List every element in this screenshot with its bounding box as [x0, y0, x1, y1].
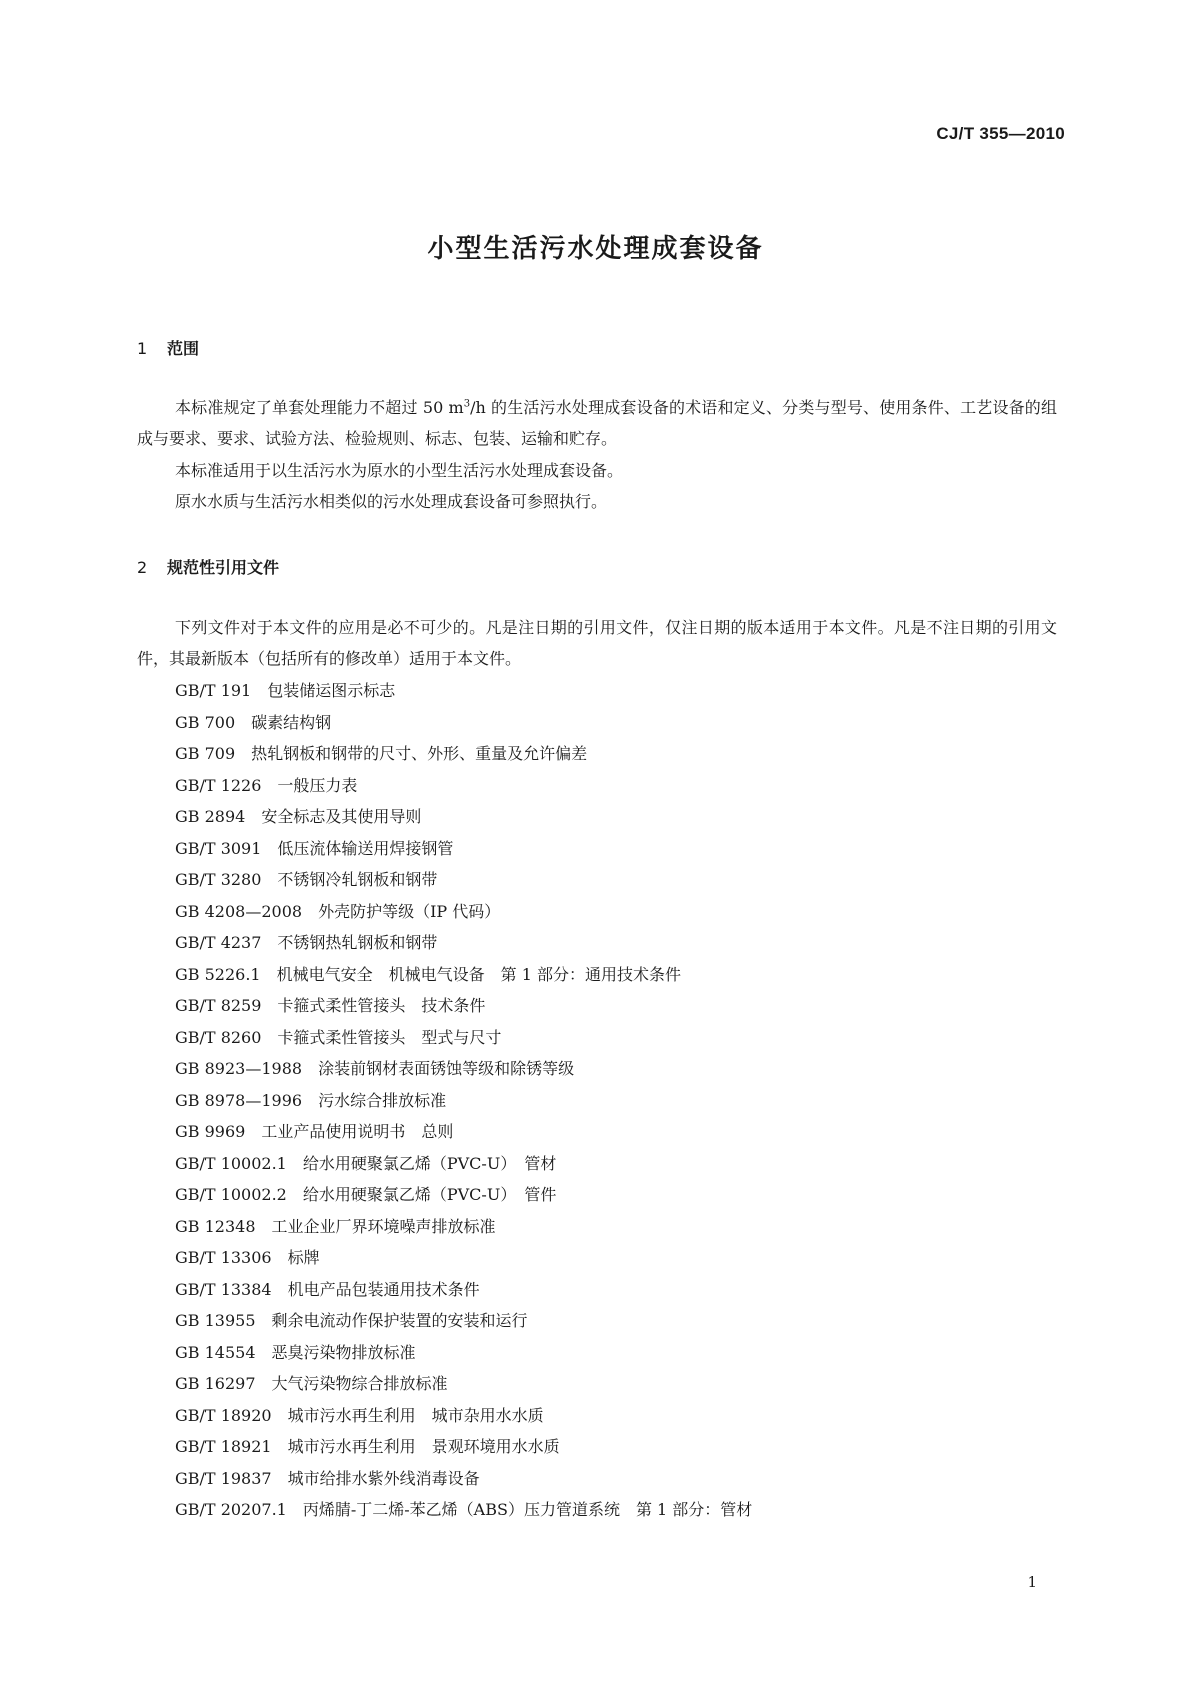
reference-item [175, 1368, 752, 1400]
section-1-number: 1 [137, 339, 148, 358]
reference-item [175, 1400, 752, 1432]
reference-item [175, 1494, 752, 1526]
reference-title: 机械电气安全 机械电气设备 第 1 部分：通用技术条件 [276, 964, 681, 984]
reference-code: GB/T 20207.1 [175, 1500, 287, 1519]
reference-code: GB 13955 [175, 1311, 256, 1330]
reference-title: 丙烯腈-丁二烯-苯乙烯（ABS）压力管道系统 第 1 部分：管材 [302, 1500, 753, 1519]
reference-item [175, 927, 752, 959]
reference-title: 低压流体输送用焊接钢管 [277, 838, 454, 858]
reference-code: GB/T 10002.1 [175, 1153, 287, 1173]
scope-p1-start: 本标准规定了单套处理能力不超过 50 m [175, 398, 464, 417]
reference-title: 涂装前钢材表面锈蚀等级和除锈等级 [318, 1059, 575, 1078]
reference-code: GB 2894 [175, 807, 246, 826]
reference-code: GB/T 8259 [175, 996, 262, 1015]
reference-title: 安全标志及其使用导则 [261, 807, 422, 826]
document-title: 小型生活污水处理成套设备 [427, 234, 764, 264]
reference-item [175, 896, 752, 928]
reference-item [175, 1116, 752, 1148]
reference-title: 热轧钢板和钢带的尺寸、外形、重量及允许偏差 [251, 744, 588, 763]
reference-code: GB/T 10002.2 [175, 1185, 287, 1204]
reference-code: GB 4208—2008 [175, 901, 303, 921]
reference-title: 城市给排水紫外线消毒设备 [287, 1468, 480, 1488]
reference-item [175, 1305, 752, 1337]
reference-title: 一般压力表 [277, 775, 358, 795]
reference-title: 包装储运图示标志 [267, 681, 396, 700]
reference-item [175, 1337, 752, 1369]
scope-paragraph-1 [137, 392, 1057, 454]
scope-paragraph-3: 原水水质与生活污水相类似的污水处理成套设备可参照执行。 [175, 492, 608, 511]
reference-item [175, 1085, 752, 1117]
page-number: 1 [1027, 1573, 1037, 1591]
reference-title: 标牌 [287, 1248, 320, 1267]
reference-code: GB/T 18921 [175, 1437, 272, 1456]
reference-item [175, 833, 752, 865]
reference-title: 恶臭污染物排放标准 [271, 1342, 416, 1362]
reference-code: GB/T 4237 [175, 933, 262, 952]
reference-code: GB/T 3280 [175, 870, 262, 889]
reference-title: 剩余电流动作保护装置的安装和运行 [271, 1311, 528, 1330]
reference-item [175, 1211, 752, 1243]
reference-item [175, 1242, 752, 1274]
reference-item [175, 1179, 752, 1211]
reference-title: 外壳防护等级（IP 代码） [318, 901, 501, 921]
reference-code: GB 5226.1 [175, 964, 261, 984]
reference-code: GB/T 13306 [175, 1248, 272, 1267]
reference-item [175, 801, 752, 833]
reference-title: 给水用硬聚氯乙烯（PVC-U） 管件 [302, 1185, 557, 1204]
reference-item [175, 1463, 752, 1495]
reference-title: 卡箍式柔性管接头 型式与尺寸 [277, 1027, 502, 1047]
reference-code: GB 9969 [175, 1122, 246, 1141]
section-1-title: 范围 [167, 339, 200, 358]
reference-item [175, 864, 752, 896]
reference-item [175, 770, 752, 802]
reference-title: 大气污染物综合排放标准 [271, 1374, 448, 1393]
reference-code: GB 14554 [175, 1342, 256, 1362]
reference-item [175, 738, 752, 770]
reference-code: GB/T 19837 [175, 1468, 272, 1488]
scope-paragraph-2: 本标准适用于以生活污水为原水的小型生活污水处理成套设备。 [175, 461, 624, 480]
references-intro: 下列文件对于本文件的应用是必不可少的。凡是注日期的引用文件，仅注日期的版本适用于本文件。凡是不注日期的引用文件，其最新版本（包括所有的修改单）适用于本文件。 [137, 618, 1057, 668]
reference-title: 城市污水再生利用 城市杂用水水质 [287, 1405, 544, 1425]
reference-title: 工业企业厂界环境噪声排放标准 [271, 1216, 496, 1236]
reference-item [175, 1022, 752, 1054]
section-2-number: 2 [137, 558, 148, 577]
reference-code: GB 16297 [175, 1374, 256, 1393]
reference-title: 碳素结构钢 [251, 712, 332, 732]
section-2-heading [137, 555, 279, 578]
reference-title: 给水用硬聚氯乙烯（PVC-U） 管材 [302, 1153, 557, 1173]
reference-title: 机电产品包装通用技术条件 [287, 1279, 480, 1299]
reference-code: GB 709 [175, 744, 236, 763]
scope-p1-end: /h 的生活污水处理成套设备的术语和定义、分类与型号、使用条件、工艺设备的组成与要求、要求、试验方法、检验规则、标志、包装、运输和贮存。 [137, 398, 1057, 448]
reference-item [175, 1274, 752, 1306]
reference-title: 卡箍式柔性管接头 技术条件 [277, 996, 486, 1015]
reference-code: GB 700 [175, 712, 236, 732]
reference-item [175, 959, 752, 991]
reference-code: GB 8923—1988 [175, 1059, 303, 1078]
unit-superscript: 3 [463, 398, 471, 410]
reference-item [175, 707, 752, 739]
section-2-title: 规范性引用文件 [167, 558, 280, 577]
reference-item [175, 1431, 752, 1463]
reference-code: GB/T 191 [175, 681, 252, 700]
reference-item [175, 1053, 752, 1085]
reference-item [175, 675, 752, 707]
reference-item [175, 990, 752, 1022]
reference-title: 工业产品使用说明书 总则 [261, 1122, 454, 1141]
reference-title: 污水综合排放标准 [318, 1090, 447, 1110]
reference-code: GB 12348 [175, 1216, 256, 1236]
reference-title: 不锈钢冷轧钢板和钢带 [277, 870, 438, 889]
standard-number: CJ/T 355—2010 [936, 124, 1065, 143]
reference-code: GB/T 13384 [175, 1279, 272, 1299]
reference-code: GB/T 18920 [175, 1405, 272, 1425]
reference-code: GB/T 1226 [175, 775, 262, 795]
reference-code: GB/T 3091 [175, 838, 262, 858]
reference-list [175, 675, 752, 1526]
reference-title: 城市污水再生利用 景观环境用水水质 [287, 1437, 560, 1456]
reference-item [175, 1148, 752, 1180]
reference-code: GB/T 8260 [175, 1027, 262, 1047]
section-1-heading [137, 336, 199, 359]
reference-code: GB 8978—1996 [175, 1090, 303, 1110]
reference-title: 不锈钢热轧钢板和钢带 [277, 933, 438, 952]
